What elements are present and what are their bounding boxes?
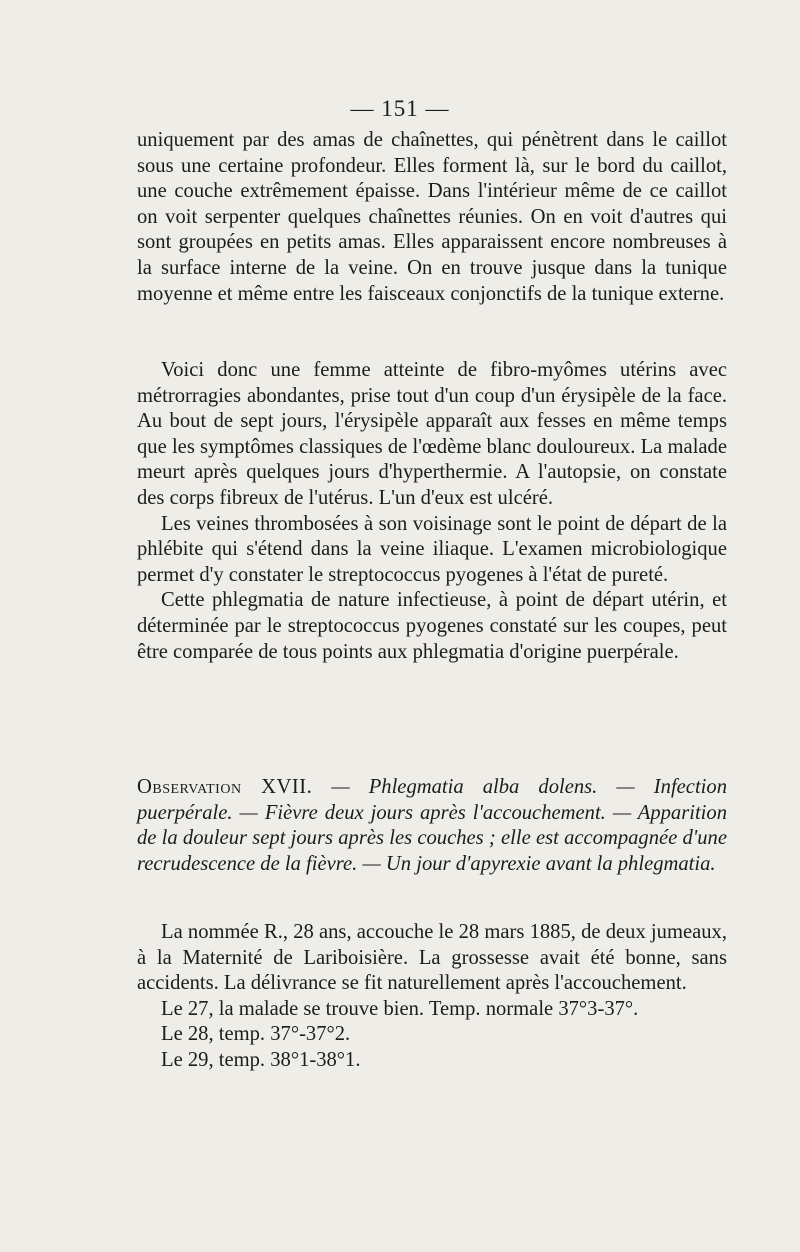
entry-3: Le 29, temp. 38°1-38°1. bbox=[161, 1048, 361, 1071]
text-block-discussion bbox=[137, 358, 727, 665]
paragraph-4: Cette phlegmatia de nature infectieuse, à point de départ utérin, et déterminée par le streptococcus pyogenes constaté sur les coupes, peut être comparée de tous points aux phlegmatia d'origine puerpérale. bbox=[137, 589, 727, 663]
text-block-case bbox=[137, 920, 727, 1074]
page-number: — 151 — bbox=[350, 96, 450, 121]
paragraph-2: Voici donc une femme atteinte de fibro-myômes utérins avec métrorragies abondantes, prise tout d'un coup d'un érysipèle de la face. Au bout de sept jours, l'érysipèle apparaît aux fesses en même temps que les symptômes classiques de l'œdème blanc douloureux. La malade meurt après quelques jours d'hyperthermie. A l'autopsie, on constate des corps fibreux de l'utérus. L'un d'eux est ulcéré. bbox=[137, 359, 727, 509]
text-block-top bbox=[137, 128, 727, 307]
entry-1: Le 27, la malade se trouve bien. Temp. normale 37°3-37°. bbox=[161, 997, 639, 1020]
paragraph-1: uniquement par des amas de chaînettes, qui pénètrent dans le caillot sous une certaine profondeur. Elles forment là, sur le bord du caillot, une couche extrêmement épaisse. Dans l'intérieur même de ce caillot on voit serpenter quelques chaînettes réunies. On en voit d'autres qui sont groupées en petits amas. Elles apparaissent encore nombreuses à la surface interne de la veine. On en trouve jusque dans la tunique moyenne et même entre les faisceaux conjonctifs de la tunique externe. bbox=[137, 129, 727, 305]
paragraph-3: Les veines thrombosées à son voisinage sont le point de départ de la phlébite qui s'étend dans la veine iliaque. L'examen microbiologique permet d'y constater le streptococcus pyogenes à l'état de pureté. bbox=[137, 512, 727, 586]
observation-heading bbox=[137, 775, 727, 877]
paragraph-5: La nommée R., 28 ans, accouche le 28 mars 1885, de deux jumeaux, à la Maternité de Lariboisière. La grossesse avait été bonne, sans accidents. La délivrance se fit naturellement après l'accouchement. bbox=[137, 921, 727, 995]
observation-label: Observation XVII. bbox=[137, 776, 313, 798]
observation-title: — Phlegmatia alba dolens. — Infection puerpérale. — Fièvre deux jours après l'accouchement. — Apparition de la douleur sept jours après les couches ; elle est accompagnée d'une recrudescence de la fièvre. — Un jour d'apyrexie avant la phlegmatia. bbox=[137, 776, 727, 875]
entry-2: Le 28, temp. 37°-37°2. bbox=[161, 1023, 351, 1046]
